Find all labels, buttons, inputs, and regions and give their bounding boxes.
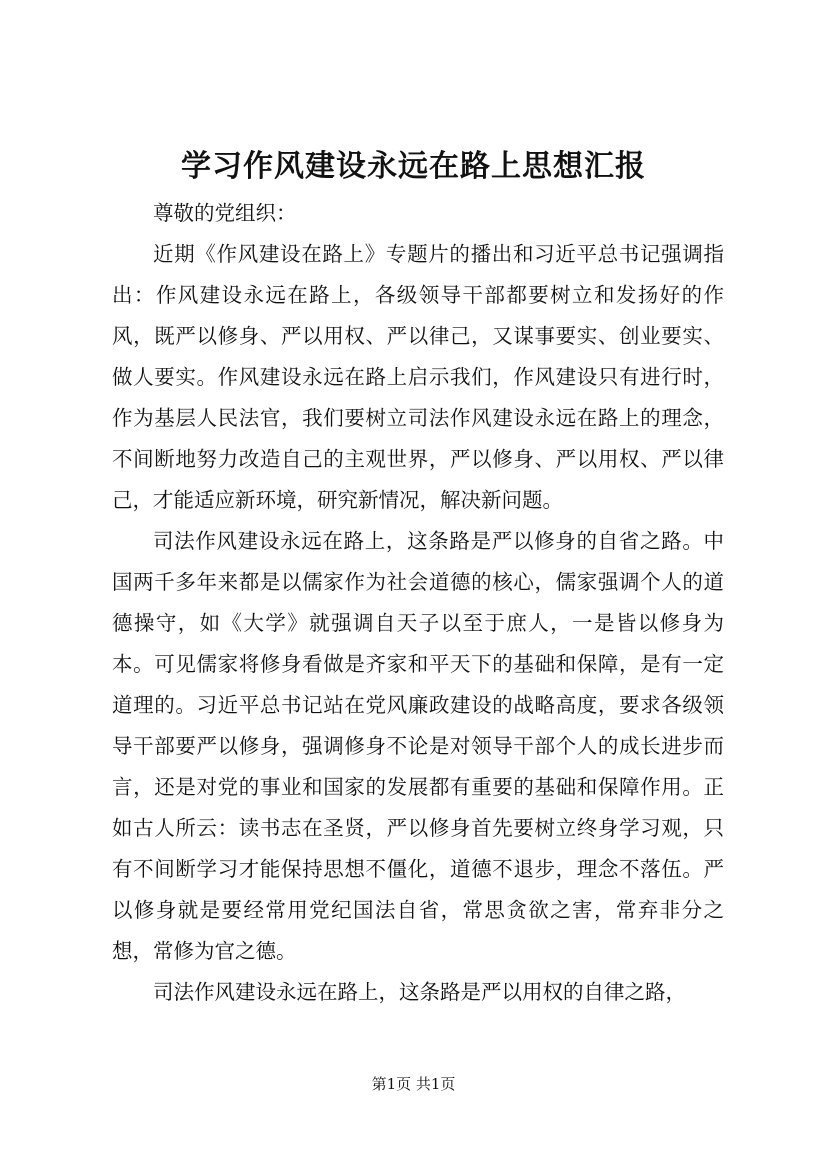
document-body [112, 193, 724, 1013]
paragraph-1: 近期《作风建设在路上》专题片的播出和习近平总书记强调指出：作风建设永远在路上，各级领导干部都要树立和发扬好的作风，既严以修身、严以用权、严以律己，又谋事要实、创业要实、做人要实。作风建设永远在路上启示我们，作风建设只有进行时，作为基层人民法官，我们要树立司法作风建设永远在路上的理念，不间断地努力改造自己的主观世界，严以修身、严以用权、严以律己，才能适应新环境，研究新情况，解决新问题。 [112, 242, 724, 512]
document-title: 学习作风建设永远在路上思想汇报 [181, 149, 646, 184]
paragraph-3: 司法作风建设永远在路上，这条路是严以用权的自律之路， [153, 980, 686, 1004]
page-footer: 第1页 共1页 [371, 1075, 456, 1093]
salutation: 尊敬的党组织： [153, 201, 297, 225]
paragraph-2: 司法作风建设永远在路上，这条路是严以修身的自省之路。中国两千多年来都是以儒家作为社会道德的核心，儒家强调个人的道德操守，如《大学》就强调自天子以至于庶人，一是皆以修身为本。可见儒家将修身看做是齐家和平天下的基础和保障，是有一定道理的。习近平总书记站在党风廉政建设的战略高度，要求各级领导干部要严以修身，强调修身不论是对领导干部个人的成长进步而言，还是对党的事业和国家的发展都有重要的基础和保障作用。正如古人所云：读书志在圣贤，严以修身首先要树立终身学习观，只有不间断学习才能保持思想不僵化，道德不退步，理念不落伍。严以修身就是要经常用党纪国法自省，常思贪欲之害，常弃非分之想，常修为官之德。 [112, 529, 724, 963]
